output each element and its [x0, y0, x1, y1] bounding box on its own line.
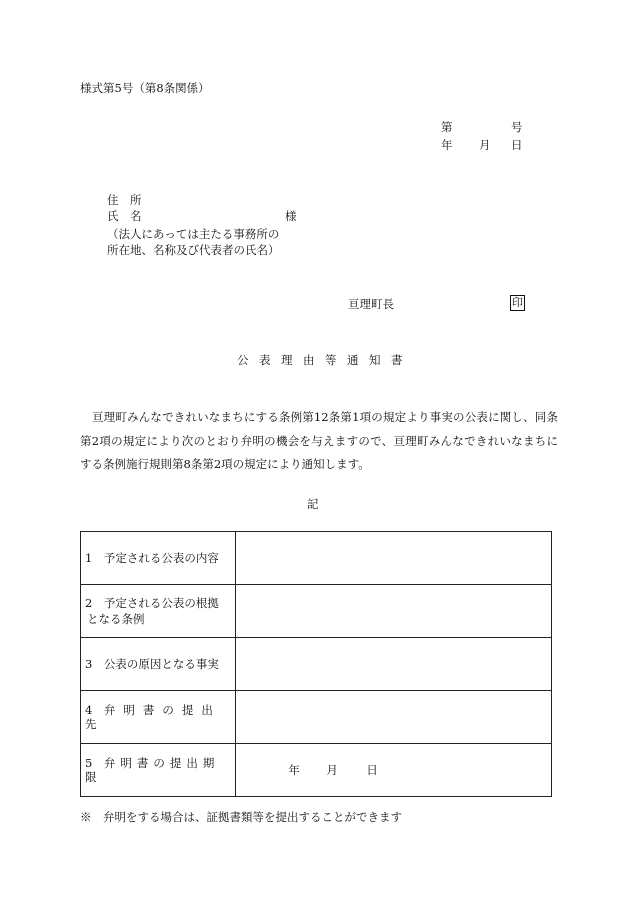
doc-date-month: 月: [479, 138, 491, 152]
table-row: [81, 691, 552, 744]
deadline-month: 月: [326, 762, 338, 777]
row-label-submit-to: [81, 691, 236, 744]
row-label-basis: [81, 585, 236, 638]
ki-heading: 記: [307, 497, 319, 511]
table-row: [81, 532, 552, 585]
row-label-text: 弁明書の提出期限: [85, 755, 220, 784]
addressee-block: [107, 193, 297, 259]
content-value-field[interactable]: [236, 532, 552, 585]
address-label: 住 所: [107, 193, 142, 207]
deadline-day: 日: [366, 762, 378, 777]
basis-value-field[interactable]: [236, 585, 552, 638]
doc-date-day: 日: [511, 138, 523, 152]
document-date: [441, 138, 523, 152]
table-row: [81, 638, 552, 691]
row-label-text: 弁明書の提出先: [85, 702, 221, 731]
doc-date-year: 年: [441, 138, 453, 152]
honorific: 様: [285, 209, 297, 223]
table-row: [81, 585, 552, 638]
row-number: 4: [85, 702, 93, 717]
body-paragraph: 亘理町みんなできれいなまちにする条例第12条第1項の規定より事実の公表に関し、同条第2項の規定により次のとおり弁明の機会を与えますので、亘理町みんなできれいなまちにする条例施行規則第8条第2項の規定により通知します。: [80, 410, 558, 471]
row-label-basis-line1: 2 予定される公表の根拠: [85, 596, 219, 610]
corporate-note-line1: （法人にあっては主たる事務所の: [107, 227, 280, 241]
footnote: ※ 弁明をする場合は、証拠書類等を提出することができます: [80, 810, 402, 824]
table-row: [81, 744, 552, 797]
seal-mark: 印: [512, 296, 523, 309]
document-title: 公表理由等通知書: [237, 353, 413, 367]
doc-number-prefix: 第: [441, 120, 453, 134]
name-label: 氏 名: [107, 209, 142, 223]
row-label-basis-line2: となる条例: [87, 612, 145, 626]
row-label-content: 1 予定される公表の内容: [81, 532, 236, 585]
corporate-note-line2: 所在地、名称及び代表者の氏名）: [107, 243, 280, 257]
form-label: 様式第5号（第8条関係）: [80, 81, 210, 95]
row-label-facts: 3 公表の原因となる事実: [81, 638, 236, 691]
row-number: 5: [85, 755, 93, 770]
issuer-title: 亘理町長: [348, 297, 394, 311]
doc-number-suffix: 号: [511, 120, 523, 134]
submit-to-value-field[interactable]: [236, 691, 552, 744]
detail-table: [80, 531, 552, 797]
row-label-deadline: [81, 744, 236, 797]
facts-value-field[interactable]: [236, 638, 552, 691]
deadline-year: 年: [288, 762, 300, 777]
deadline-date-field[interactable]: [236, 744, 552, 797]
document-number: [441, 120, 523, 134]
